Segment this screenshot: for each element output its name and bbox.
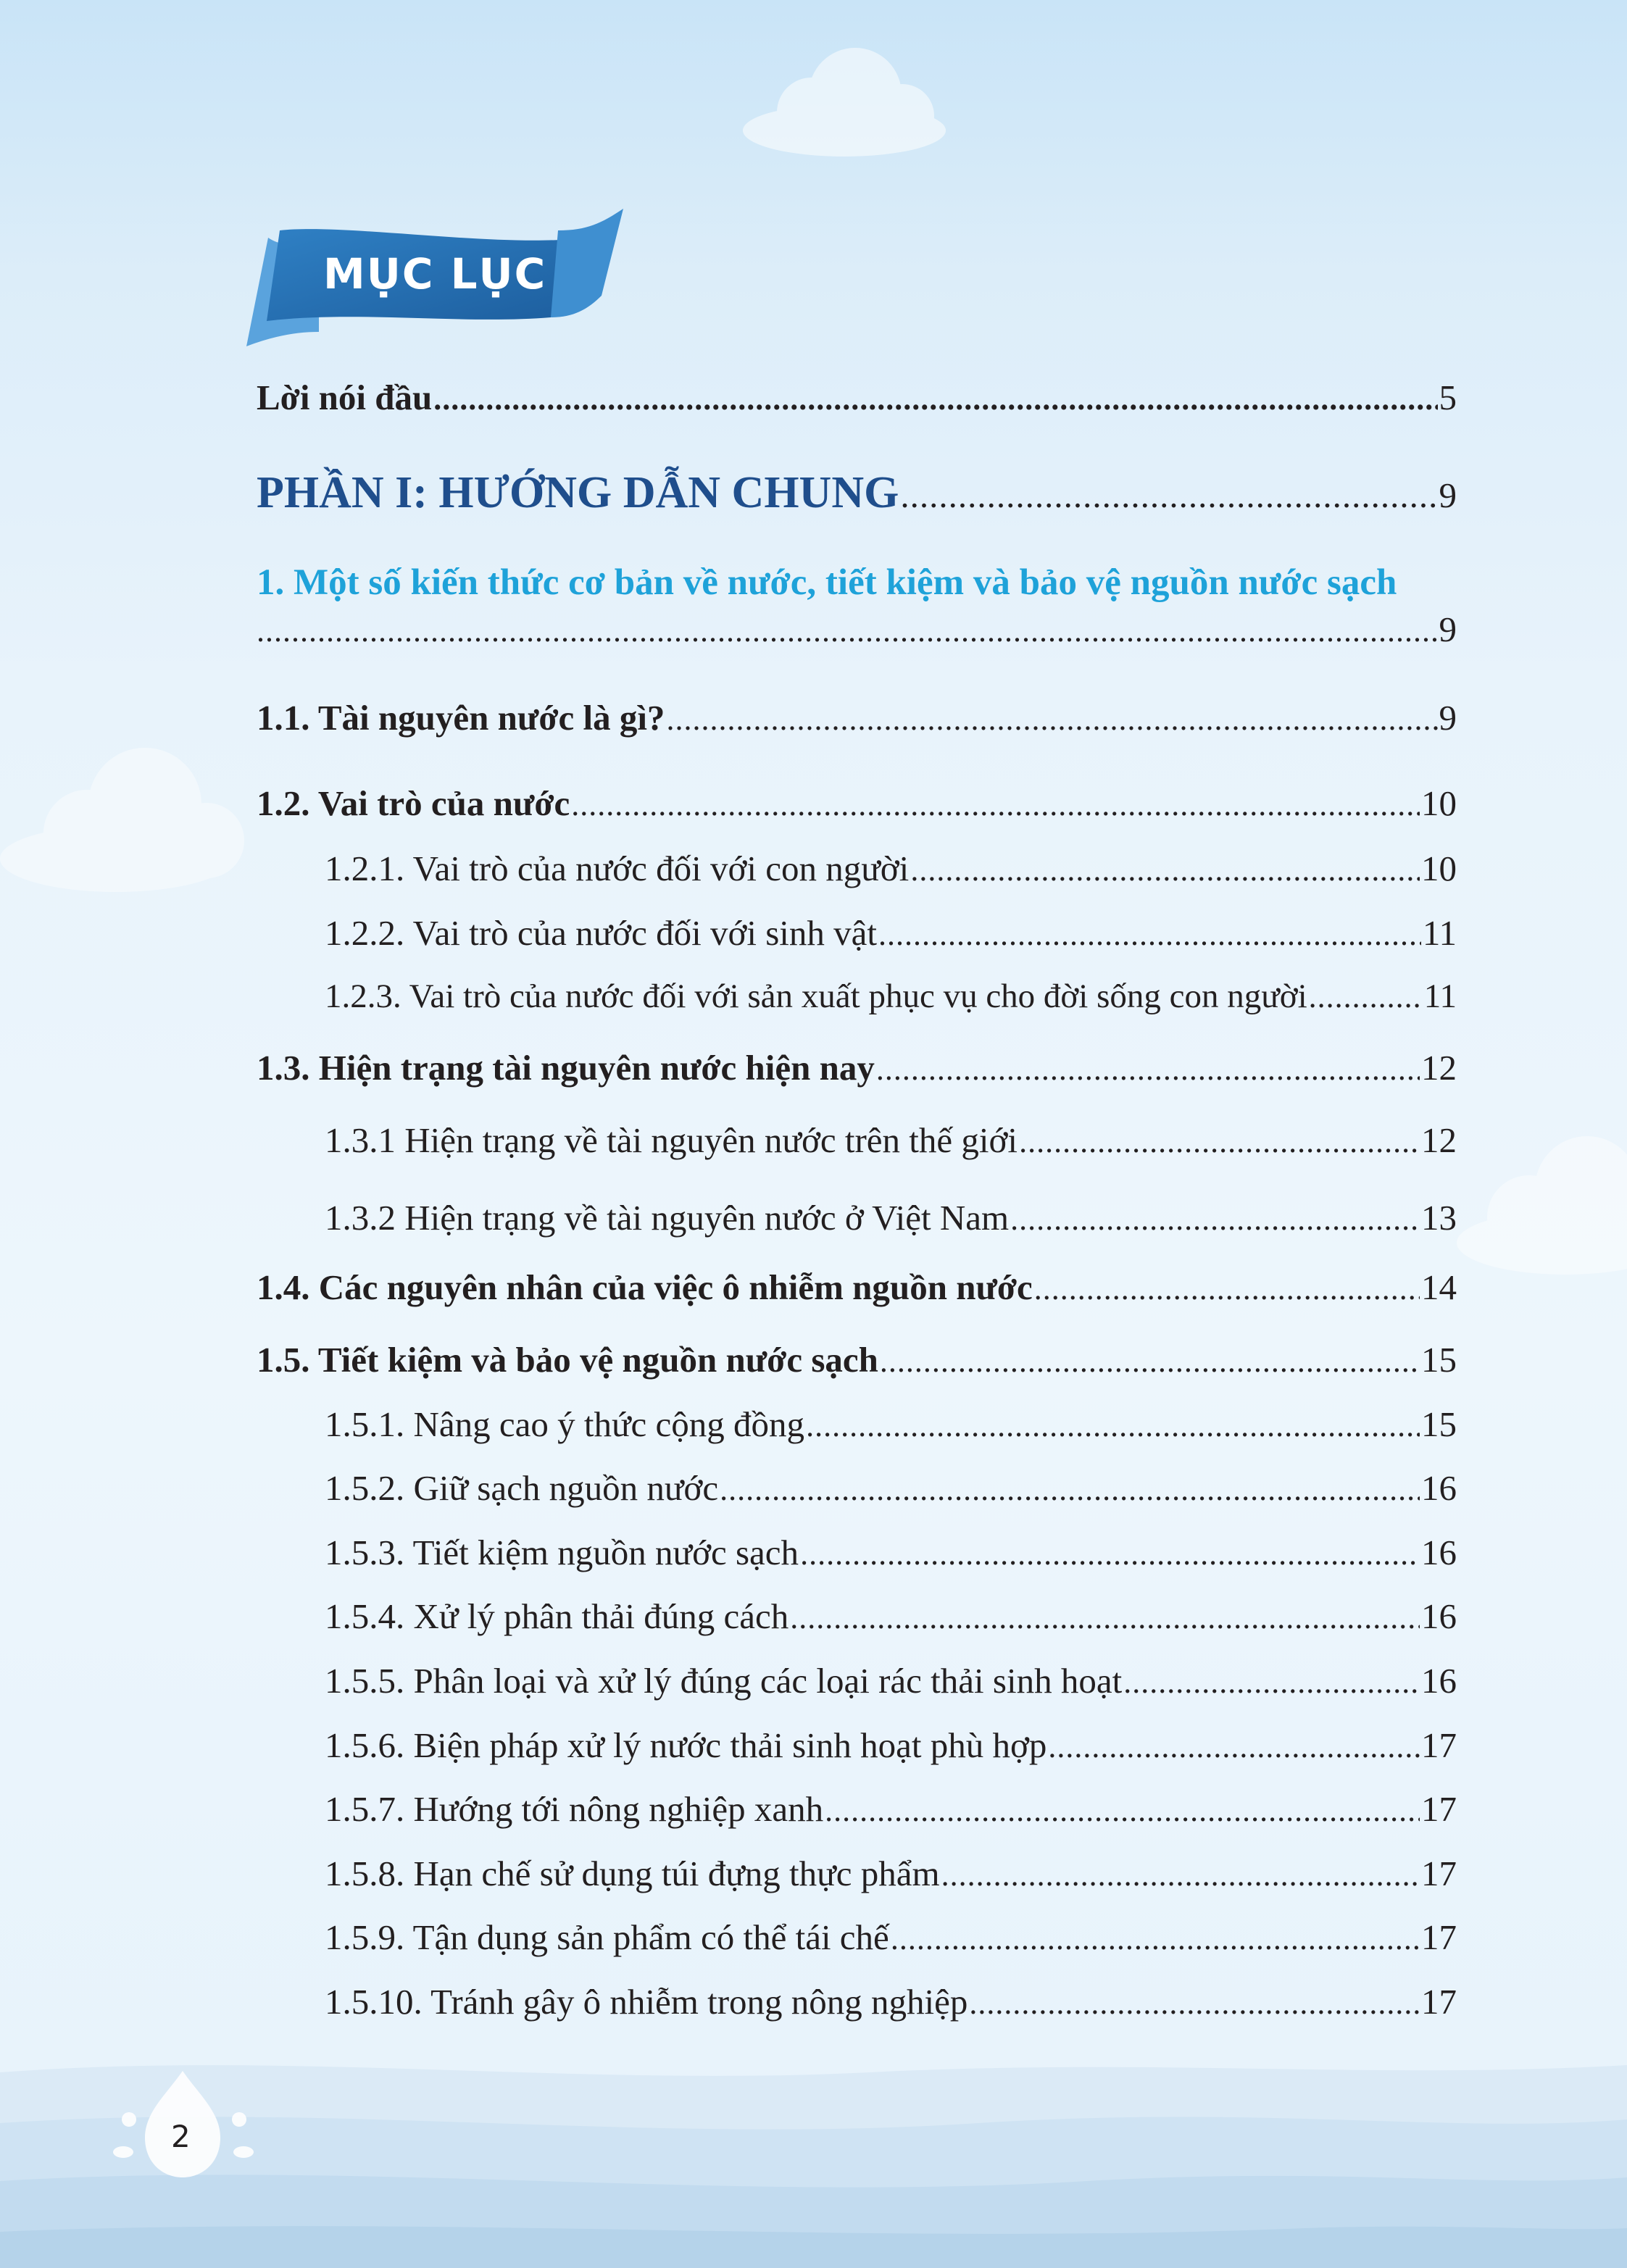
toc-entry-title: 1.5.9. Tận dụng sản phẩm có thể tái chế <box>325 1917 889 1957</box>
toc-entry-title: 1.4. Các nguyên nhân của việc ô nhiễm nguồn nước <box>257 1267 1033 1307</box>
toc-entry-page: 15 <box>1421 1340 1457 1380</box>
toc-entry-page: 10 <box>1421 783 1457 823</box>
toc-entry-page: 17 <box>1421 1789 1457 1829</box>
toc-entry-title: 1.5.10. Tránh gây ô nhiễm trong nông nghiệp <box>325 1982 968 2022</box>
toc-subentry[interactable] <box>257 1197 1457 1238</box>
toc-entry-page: 11 <box>1422 913 1457 953</box>
toc-entry-page: 11 <box>1423 977 1457 1015</box>
toc-entry-page: 10 <box>1421 849 1457 888</box>
cloud-icon <box>1457 1136 1627 1275</box>
toc-entry-title: 1.5.6. Biện pháp xử lý nước thải sinh hoạt phù hợp <box>325 1725 1047 1765</box>
toc-subentry[interactable] <box>257 848 1457 889</box>
toc-leader-dots <box>969 1985 1420 2022</box>
toc-leader-dots <box>720 1471 1420 1508</box>
toc-subentry[interactable] <box>257 977 1457 1016</box>
toc-entry-title: PHẦN I: HƯỚNG DẪN CHUNG <box>257 468 899 517</box>
toc-entry-page: 9 <box>1439 475 1457 515</box>
toc-entry-title: 1.2.1. Vai trò của nước đối với con người <box>325 849 910 888</box>
toc-entry-title: 1.5.3. Tiết kiệm nguồn nước sạch <box>325 1533 799 1572</box>
toc-leader-dots <box>790 1599 1420 1636</box>
toc-leader-dots <box>806 1407 1420 1444</box>
toc-entry-page: 16 <box>1421 1596 1457 1636</box>
toc-subentry[interactable] <box>257 1660 1457 1701</box>
toc-entry[interactable] <box>257 609 1457 650</box>
toc-entry-title: 1.5. Tiết kiệm và bảo vệ nguồn nước sạch <box>257 1340 878 1380</box>
toc-leader-dots <box>910 851 1420 888</box>
toc-entry-page: 15 <box>1421 1404 1457 1444</box>
toc-entry-title: 1.5.1. Nâng cao ý thức cộng đồng <box>325 1404 805 1444</box>
toc-entry-title: 1.3. Hiện trạng tài nguyên nước hiện nay <box>257 1048 875 1088</box>
toc-entry-title: 1.5.7. Hướng tới nông nghiệp xanh <box>325 1789 824 1829</box>
toc-leader-dots <box>941 1856 1420 1893</box>
toc-entry-page: 12 <box>1421 1048 1457 1088</box>
toc-subentry[interactable] <box>257 1120 1457 1161</box>
toc-leader-dots <box>825 1792 1420 1829</box>
toc-entry-page: 14 <box>1421 1267 1457 1307</box>
toc-leader-dots <box>1010 1201 1420 1238</box>
toc-leader-dots <box>891 1920 1420 1957</box>
toc-subentry[interactable] <box>257 1467 1457 1509</box>
toc-entry-page: 17 <box>1421 1854 1457 1893</box>
toc-heading: MỤC LỤC <box>323 249 547 299</box>
toc-entry-page: 16 <box>1421 1661 1457 1701</box>
toc-leader-dots <box>876 1051 1420 1088</box>
toc-subentry[interactable] <box>257 1404 1457 1445</box>
toc-entry-title: 1.2. Vai trò của nước <box>257 783 570 823</box>
wave-decoration <box>0 2065 1627 2268</box>
toc-entry-page: 9 <box>1439 698 1457 738</box>
toc-entry-title: 1.1. Tài nguyên nước là gì? <box>257 698 665 738</box>
toc-entry-page: 5 <box>1439 378 1457 417</box>
toc-leader-dots <box>257 612 1438 649</box>
toc-subentry[interactable] <box>257 1532 1457 1573</box>
toc-leader-dots <box>1034 1270 1420 1307</box>
toc-entry-page: 16 <box>1421 1533 1457 1572</box>
toc-leader-dots <box>666 701 1437 738</box>
toc-subentry[interactable] <box>257 1917 1457 1958</box>
cloud-icon <box>743 48 946 157</box>
toc-leader-dots <box>878 916 1421 953</box>
toc-entry-title: 1.3.1 Hiện trạng về tài nguyên nước trên thế giới <box>325 1120 1018 1160</box>
toc-entry-title: 1.5.4. Xử lý phân thải đúng cách <box>325 1596 789 1636</box>
toc-entry-page: 16 <box>1421 1468 1457 1508</box>
toc-entry[interactable] <box>257 1267 1457 1308</box>
toc-leader-dots <box>433 380 1437 417</box>
toc-leader-dots <box>1048 1728 1420 1765</box>
toc-subentry[interactable] <box>257 1853 1457 1894</box>
toc-entry-title: 1.2.3. Vai trò của nước đối với sản xuất phục vụ cho đời sống con người <box>325 977 1307 1015</box>
toc-entry-title: 1.3.2 Hiện trạng về tài nguyên nước ở Việt Nam <box>325 1198 1010 1238</box>
toc-subentry[interactable] <box>257 1788 1457 1830</box>
toc-entry-title: 1.2.2. Vai trò của nước đối với sinh vật <box>325 913 878 953</box>
toc-subentry[interactable] <box>257 1596 1457 1637</box>
toc-subentry[interactable] <box>257 912 1457 954</box>
toc-section-heading[interactable]: 1. Một số kiến thức cơ bản về nước, tiết kiệm và bảo vệ nguồn nước sạch <box>257 562 1397 603</box>
toc-leader-dots <box>571 786 1420 823</box>
toc-entry-page: 9 <box>1439 609 1457 649</box>
toc-entry[interactable] <box>257 1047 1457 1088</box>
toc-part-heading[interactable] <box>257 467 1457 519</box>
toc-leader-dots <box>1309 978 1423 1015</box>
toc-subentry[interactable] <box>257 1981 1457 2022</box>
toc-leader-dots <box>880 1343 1420 1380</box>
toc-entry-page: 17 <box>1421 1725 1457 1765</box>
toc-entry[interactable] <box>257 377 1457 418</box>
toc-entry[interactable] <box>257 1339 1457 1380</box>
toc-entry[interactable] <box>257 783 1457 824</box>
toc-leader-dots <box>800 1535 1420 1572</box>
toc-leader-dots <box>900 475 1437 516</box>
toc-entry-title: 1.5.5. Phân loại và xử lý đúng các loại rác thải sinh hoạt <box>325 1661 1123 1701</box>
toc-entry-page: 12 <box>1421 1120 1457 1160</box>
toc-entry-page: 17 <box>1421 1982 1457 2022</box>
toc-entry-page: 17 <box>1421 1917 1457 1957</box>
toc-leader-dots <box>1123 1664 1420 1701</box>
toc-subentry[interactable] <box>257 1725 1457 1766</box>
toc-entry[interactable] <box>257 697 1457 738</box>
toc-entry-title: 1.5.2. Giữ sạch nguồn nước <box>325 1468 719 1508</box>
toc-entry-title: Lời nói đầu <box>257 378 433 417</box>
page-number: 2 <box>171 2119 191 2154</box>
toc-entry-page: 13 <box>1421 1198 1457 1238</box>
toc-leader-dots <box>1019 1123 1420 1160</box>
toc-entry-title: 1.5.8. Hạn chế sử dụng túi đựng thực phẩm <box>325 1854 940 1893</box>
cloud-icon <box>0 748 244 892</box>
